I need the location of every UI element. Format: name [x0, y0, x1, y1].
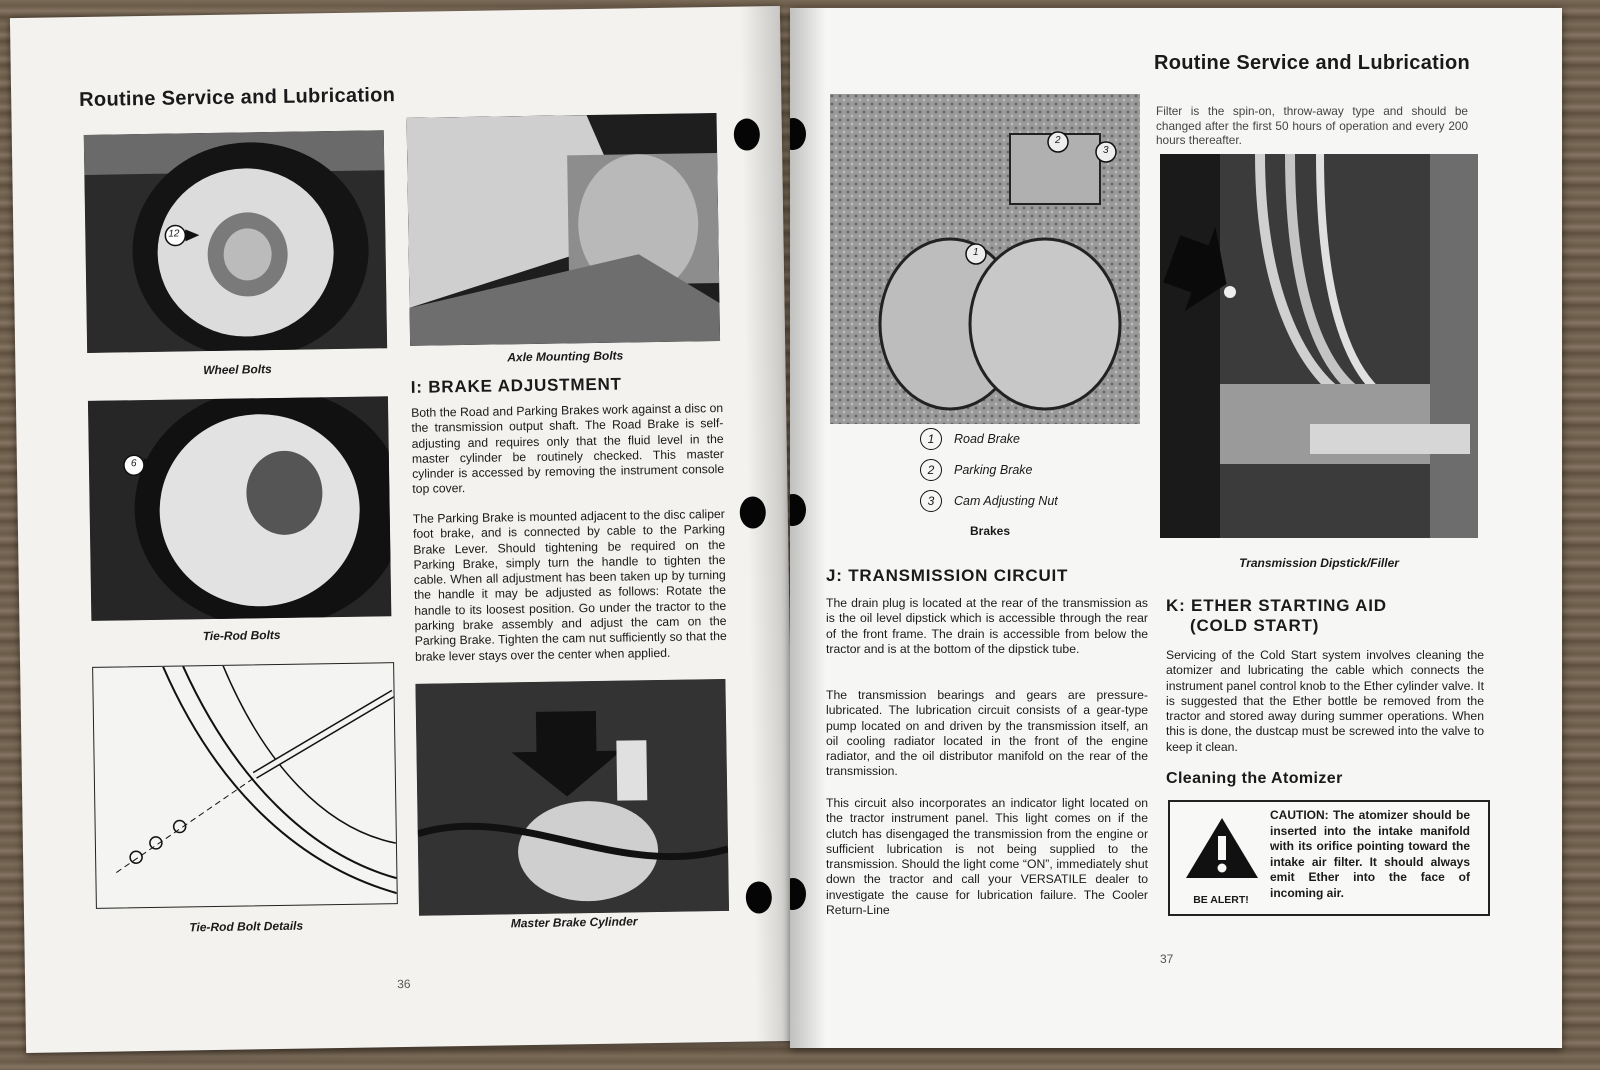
be-alert-label: BE ALERT! — [1193, 894, 1249, 906]
section-k-title: K: ETHER STARTING AID — [1166, 596, 1387, 615]
tie-rod-bolts-caption: Tie-Rod Bolts — [202, 627, 281, 644]
wheel-callout: 12 — [168, 228, 180, 240]
tie-rod-bolt-details-drawing — [92, 662, 398, 909]
right-page-header: Routine Service and Lubrication — [1153, 52, 1470, 74]
master-brake-cylinder-photo — [415, 679, 729, 916]
section-j-title: J: TRANSMISSION CIRCUIT — [826, 566, 1069, 585]
transmission-paragraph-1: The drain plug is located at the rear of the transmission as is the oil level dipstick which is accessible through the rear of the front frame. The drain is accessible from below the tractor and is at the bottom of the dipstick tube. — [826, 596, 1148, 656]
legend-item — [920, 459, 1033, 481]
cleaning-atomizer-title: Cleaning the Atomizer — [1166, 770, 1343, 787]
filter-text: Filter is the spin-on, throw-away type and should be changed after the first 50 hours of operation and every 200 hours thereafter. — [1156, 104, 1468, 147]
legend-label: Parking Brake — [954, 463, 1033, 477]
photo-callout-1: 1 — [973, 247, 979, 258]
caution-text: CAUTION: The atomizer should be inserted into the intake manifold with its orifice pointing toward the intake air filter. It should always emit Ether into the face of incoming air. — [1270, 808, 1470, 900]
brakes-caption: Brakes — [969, 524, 1011, 538]
left-page-header: Routine Service and Lubrication — [79, 84, 396, 112]
section-i-title: I: BRAKE ADJUSTMENT — [410, 374, 622, 397]
binder-hole — [734, 118, 760, 150]
legend-item — [920, 490, 1058, 512]
left-page — [10, 6, 796, 1053]
transmission-dipstick-photo — [1160, 154, 1478, 538]
binder-hole — [740, 496, 766, 528]
legend-number: 2 — [920, 459, 942, 481]
photo-callout-2: 2 — [1055, 135, 1061, 146]
brakes-photo — [830, 94, 1140, 424]
warning-triangle-icon — [1184, 816, 1260, 880]
transmission-paragraph-3: This circuit also incorporates an indicator light located on the tractor instrument panel. This light comes on if the clutch has disengaged the transmission from the engine or sufficient lubrication is not being supplied to the transmission. Should the light come “ON”, immediately shut down the tractor and call your VERSATILE dealer to investigate the cause for lubrication failure. The Cooler Return-Line — [826, 796, 1148, 918]
brake-paragraph-1: Both the Road and Parking Brakes work against a disc on the transmission output shaft. The Road Brake is self-adjusting and requires only that the fluid level in the master cylinder be routinely checked. This master cylinder is accessed by removing the instrument console top cover. — [411, 400, 725, 497]
wheel-bolts-photo — [84, 130, 387, 353]
transmission-dipstick-caption: Transmission Dipstick/Filler — [1239, 556, 1399, 570]
tie-rod-bolt-details-caption: Tie-Rod Bolt Details — [189, 918, 304, 935]
photo-callout-3: 3 — [1103, 145, 1109, 156]
tie-rod-bolts-photo — [88, 396, 391, 621]
legend-number: 1 — [920, 428, 942, 450]
left-page-number: 36 — [397, 976, 411, 992]
brake-paragraph-2: The Parking Brake is mounted adjacent to the disc caliper foot brake, and is connected by cable to the Parking Brake Lever. Should tightening be required on the Parking Brake, simply turn the handle to tighten the cable. When all adjustment has been taken up by turning the handle it may be adjusted as follows: Rotate the handle to its loosest position. Go under the tractor to the parking brake assembly and adjust the cam on the Parking Brake. Tighten the cam nut sufficiently so that the brake lever stays over the center when applied. — [412, 506, 727, 664]
ether-paragraph: Servicing of the Cold Start system involves cleaning the atomizer and lubricating the cable which connects the instrument panel control knob to the Ether cylinder valve. It is suggested that the Ether bottle be removed from the tractor and stored away during summer operations. When this is done, the dustcap must be screwed into the valve to keep it clean. — [1166, 648, 1484, 754]
axle-mounting-bolts-photo — [407, 113, 721, 346]
section-k-subtitle: (COLD START) — [1190, 616, 1320, 635]
right-page — [790, 8, 1562, 1048]
legend-label: Road Brake — [954, 432, 1021, 446]
right-page-number: 37 — [1160, 952, 1174, 966]
axle-mounting-bolts-caption: Axle Mounting Bolts — [507, 348, 624, 365]
legend-number: 3 — [920, 490, 942, 512]
wheel-bolts-caption: Wheel Bolts — [203, 362, 272, 378]
caution-box — [1168, 800, 1490, 916]
tie-rod-callout: 6 — [130, 458, 137, 470]
master-brake-cylinder-caption: Master Brake Cylinder — [510, 914, 638, 931]
legend-item — [920, 428, 1020, 450]
transmission-paragraph-2: The transmission bearings and gears are pressure-lubricated. The lubrication circuit consists of a gear-type pump located on and driven by the transmission itself, an oil cooling radiator located in the front of the engine radiator, and the oil distributor manifold on the rear of the transmission. — [826, 688, 1148, 779]
legend-label: Cam Adjusting Nut — [954, 494, 1058, 508]
